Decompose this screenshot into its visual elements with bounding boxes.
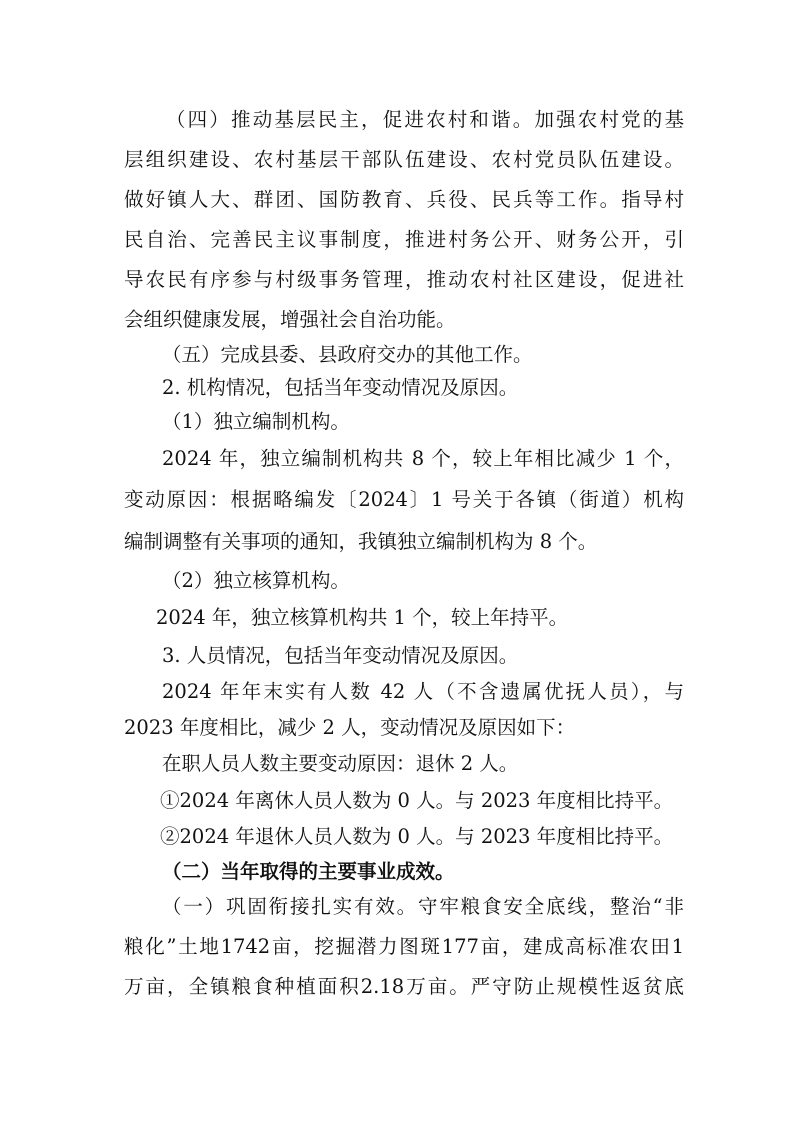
paragraph-line: 2024 年，独立核算机构共 1 个，较上年持平。 [156,606,569,629]
paragraph-line: 万亩，全镇粮食种植面积2.18万亩。严守防止规模性返贫底 [124,975,684,998]
subsection-heading: （1）独立编制机构。 [162,410,350,433]
paragraph-line: 粮化”土地1742亩，挖掘潜力图斑177亩，建成高标准农田1 [124,935,684,958]
section-heading: 3. 人员情况，包括当年变动情况及原因。 [162,644,519,667]
list-item: ②2024 年退休人员人数为 0 人。与 2023 年度相比持平。 [160,825,674,848]
section-heading-bold: （二）当年取得的主要事业成效。 [162,860,455,883]
paragraph-line: 编制调整有关事项的通知，我镇独立编制机构为 8 个。 [124,530,598,553]
paragraph-line: 变动原因：根据略编发〔2024〕1 号关于各镇（街道）机构 [124,488,684,511]
paragraph-line: 2024 年年末实有人数 42 人（不含遗属优抚人员），与 [162,680,684,703]
paragraph-line: 导农民有序参与村级事务管理，推动农村社区建设，促进社 [124,268,684,291]
list-item: ①2024 年离休人员人数为 0 人。与 2023 年度相比持平。 [160,789,674,812]
paragraph-line: 2024 年，独立编制机构共 8 个，较上年相比减少 1 个， [162,447,684,470]
section-heading: 2. 机构情况，包括当年变动情况及原因。 [162,376,519,399]
paragraph-line: （一）巩固衔接扎实有效。守牢粮食安全底线，整治“非 [162,895,684,918]
paragraph-line: 做好镇人大、群团、国防教育、兵役、民兵等工作。指导村 [124,188,684,211]
paragraph-line: （四）推动基层民主，促进农村和谐。加强农村党的基 [166,108,684,131]
paragraph-line: 民自治、完善民主议事制度，推进村务公开、财务公开，引 [124,228,684,251]
paragraph-line: 会组织健康发展，增强社会自治功能。 [124,308,456,331]
paragraph-line: 2023 年度相比，减少 2 人，变动情况及原因如下： [124,716,576,739]
subsection-heading: （2）独立核算机构。 [162,569,350,592]
paragraph-line: 层组织建设、农村基层干部队伍建设、农村党员队伍建设。 [124,148,684,171]
paragraph-line: 在职人员人数主要变动原因：退休 2 人。 [162,752,519,775]
paragraph-line: （五）完成县委、县政府交办的其他工作。 [162,343,533,366]
